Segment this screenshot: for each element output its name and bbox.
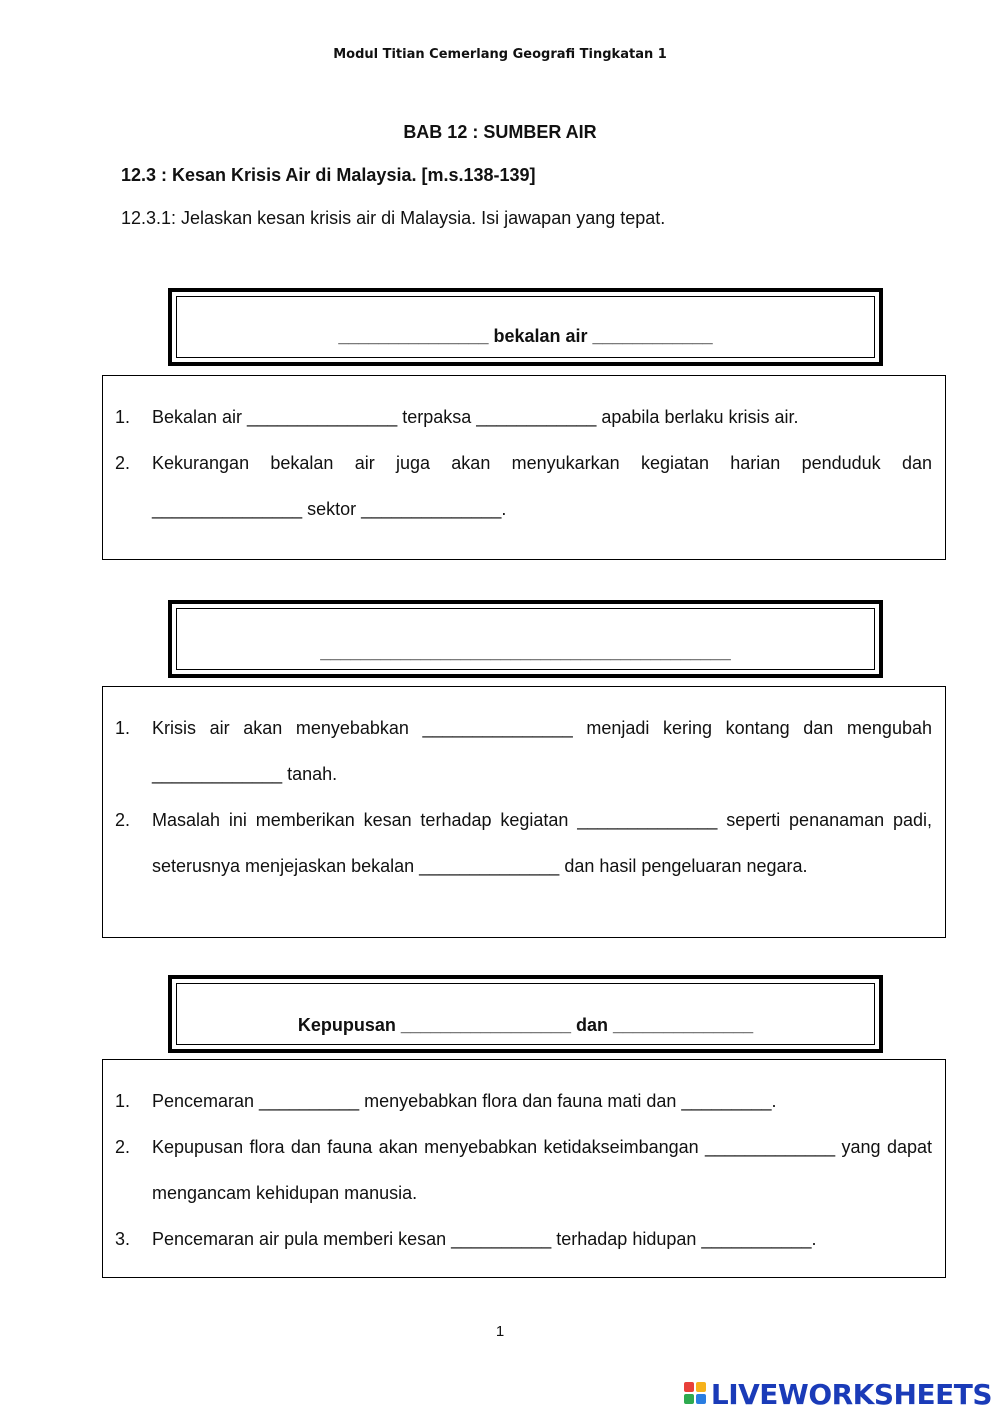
item-number: 1. <box>115 1091 131 1111</box>
box-2-content <box>102 686 946 938</box>
section-title: 12.3 : Kesan Krisis Air di Malaysia. [m.s.138-139] <box>121 165 536 185</box>
box-3-content <box>102 1059 946 1278</box>
brand-name: LIVEWORKSHEETS <box>710 1377 992 1411</box>
box-2-item-2[interactable] <box>115 797 938 889</box>
item-number: 1. <box>115 407 131 427</box>
item-text: Krisis air akan menyebabkan _______________ menjadi kering kontang dan mengubah _____________ tanah. <box>152 718 938 784</box>
item-number: 2. <box>115 810 131 830</box>
item-text: Pencemaran air pula memberi kesan __________ terhadap hidupan ___________. <box>152 1229 817 1249</box>
box-3-title[interactable]: Kepupusan _________________ dan ______________ <box>297 1015 754 1035</box>
item-number: 1. <box>115 718 131 738</box>
module-header: Modul Titian Cemerlang Geografi Tingkatan 1 <box>333 47 667 62</box>
liveworksheets-brand[interactable] <box>684 1377 992 1411</box>
box-2-item-1[interactable] <box>115 705 938 797</box>
box-3-item-1[interactable] <box>115 1078 932 1124</box>
box-1-title-frame <box>168 288 883 366</box>
item-text: Masalah ini memberikan kesan terhadap kegiatan ______________ seperti penanaman padi, seterusnya menjejaskan bekalan ______________ dan hasil pengeluaran negara. <box>152 810 938 876</box>
item-number: 2. <box>115 1137 131 1157</box>
item-text: Kepupusan flora dan fauna akan menyebabkan ketidakseimbangan _____________ yang dapat mengancam kehidupan manusia. <box>152 1137 938 1203</box>
box-2-title-frame <box>168 600 883 678</box>
item-text: Kekurangan bekalan air juga akan menyukarkan kegiatan harian penduduk dan _______________ sektor ______________. <box>152 453 938 519</box>
box-1-title[interactable]: _______________ bekalan air ____________ <box>338 326 713 346</box>
box-1-item-2[interactable] <box>115 440 938 532</box>
item-number: 2. <box>115 453 131 473</box>
chapter-title: BAB 12 : SUMBER AIR <box>403 122 597 142</box>
box-1-item-1[interactable] <box>115 394 932 440</box>
item-number: 3. <box>115 1229 131 1249</box>
item-text: Bekalan air _______________ terpaksa ____________ apabila berlaku krisis air. <box>152 407 799 427</box>
instruction-text: 12.3.1: Jelaskan kesan krisis air di Malaysia. Isi jawapan yang tepat. <box>121 208 666 228</box>
box-3-title-frame <box>168 975 883 1053</box>
box-3-item-3[interactable] <box>115 1216 932 1262</box>
box-3-item-2[interactable] <box>115 1124 938 1216</box>
liveworksheets-logo-icon <box>684 1382 708 1406</box>
box-1-content <box>102 375 946 560</box>
page-number: 1 <box>495 1323 505 1340</box>
item-text: Pencemaran __________ menyebabkan flora dan fauna mati dan _________. <box>152 1091 777 1111</box>
box-2-title[interactable]: _________________________________________ <box>320 642 731 662</box>
